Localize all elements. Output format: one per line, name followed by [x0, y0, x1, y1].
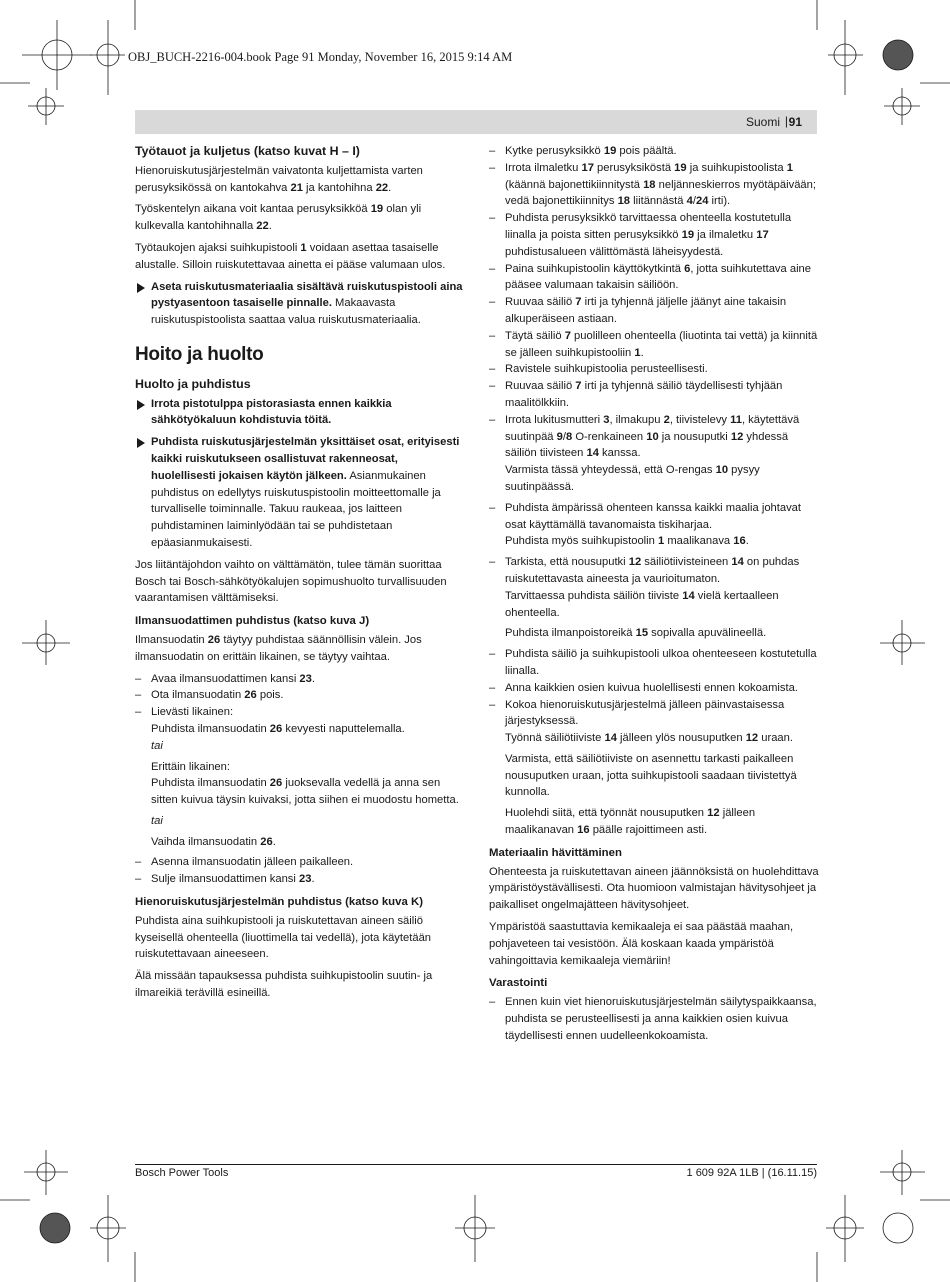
list-item: – Kytke perusyksikkö 19 pois päältä.: [489, 145, 677, 157]
bullet-triangle-icon: [137, 400, 145, 410]
subsection-heading: Ilmansuodattimen puhdistus (katso kuva J): [135, 615, 370, 628]
list-item: – Sulje ilmansuodattimen kansi 23.: [135, 873, 315, 886]
or-text: tai: [151, 739, 163, 752]
list-item: – Anna kaikkien osien kuivua huolellisesti ennen kokoamista.: [489, 681, 798, 694]
section-heading: Työtauot ja kuljetus (katso kuvat H – I): [135, 144, 360, 158]
list-item: – Kokoa hienoruiskutusjärjestelmä jälleen päinvastaisessa järjestyksessä.: [489, 698, 785, 728]
bullet-triangle-icon: [137, 438, 145, 448]
list-item: – Asenna ilmansuodatin jälleen paikalleen.: [135, 856, 354, 869]
warning-text: Aseta ruiskutusmateriaalia sisältävä ruiskutuspistooli aina pystyasentoon tasaiselle pinnalle. Makaavasta ruiskutuspistoolista saattaa valua ruiskutusmateriaalia.: [151, 280, 463, 327]
list-item: – Puhdista ämpärissä ohenteen kanssa kaikki maalia johtavat osat käyttämällä tavanomaista tiskiharjaa.: [489, 501, 802, 531]
list-subtext: Puhdista ilmansuodatin 26 juoksevalla vedellä ja anna sen sitten kuivua täysin kuivaksi, jotta siihen ei muodostu hometta.: [151, 777, 459, 807]
section-heading: Huolto ja puhdistus: [135, 376, 251, 391]
page-header: [135, 110, 817, 134]
header-language: Suomi: [745, 115, 780, 129]
footer-rule: [135, 1164, 817, 1165]
right-column: [489, 143, 819, 1045]
list-item: – Ruuvaa säiliö 7 irti ja tyhjennä säiliö täydellisesti tyhjään maalitölkkiin.: [489, 380, 783, 409]
paragraph: Jos liitäntäjohdon vaihto on välttämätön, tulee tämän suorittaa Bosch tai Bosch-sähkötyökalujen sopimushuolto turvallisuuden vaarantamisen välttämiseksi.: [135, 558, 447, 605]
left-column: [135, 143, 465, 1007]
paragraph: Hienoruiskutusjärjestelmän vaivatonta kuljettamista varten perusyksikössä on kantokahva 21 ja kantohihna 22.: [135, 164, 423, 194]
list-item: – Ota ilmansuodatin 26 pois.: [135, 689, 284, 702]
or-text: tai: [151, 814, 163, 827]
paragraph: Työskentelyn aikana voit kantaa perusyksikköä 19 olan yli kulkevalla kantohihnalla 22.: [135, 203, 422, 233]
bullet-triangle-icon: [137, 283, 145, 293]
registration-mark-icon: [883, 40, 913, 70]
list-subtext: Puhdista ilmanpoistoreikä 15 sopivalla apuvälineellä.: [505, 627, 767, 640]
list-subtext: Vaihda ilmansuodatin 26.: [151, 835, 276, 848]
subsection-heading: Varastointi: [489, 977, 548, 990]
list-item: – Tarkista, että nousuputki 12 säiliötiivisteineen 14 on puhdas ruiskutettavasta aineesta ja vaurioitumaton.: [489, 556, 800, 585]
list-item: – Täytä säiliö 7 puolilleen ohenteella (liuotinta tai vettä) ja kiinnitä se jälleen suihkupistooliin 1.: [489, 329, 818, 359]
warning-item: [135, 396, 465, 430]
registration-mark-icon: [40, 1213, 70, 1243]
list-subtext: Työnnä säiliötiiviste 14 jälleen ylös nousuputken 12 uraan.: [505, 732, 793, 745]
list-subtext: Tarvittaessa puhdista säiliön tiiviste 14 vielä kertaalleen ohenteella.: [505, 589, 779, 619]
list-item: – Irrota ilmaletku 17 perusyksiköstä 19 ja suihkupistoolista 1 (käännä bajonettikiinnitystä 18 neljänneskierros myötäpäivään; vedä bajonettikiinnitys 18 liitännästä 4/24 irti).: [489, 161, 816, 208]
list-item: – Avaa ilmansuodattimen kansi 23.: [135, 672, 315, 685]
list-item: – Puhdista säiliö ja suihkupistooli ulkoa ohenteeseen kostutetulla liinalla.: [489, 648, 817, 677]
list-item: – Irrota lukitusmutteri 3, ilmakupu 2, tiivistelevy 11, käytettävä suutinpää 9/8 O-renkaineen 10 ja nousuputki 12 yhdessä säiliön tiivisteen 14 kanssa.: [489, 413, 800, 460]
list-item: – Ruuvaa säiliö 7 irti ja tyhjennä jäljelle jäänyt aine takaisin alkuperäiseen astiaan.: [489, 296, 787, 325]
warning-item: [135, 279, 465, 329]
list-subtext: Varmista, että säiliötiiviste on asennettu tarkasti paikalleen nousuputken uraan, jotta suihkupistooli saadaan tiivistettyä kunnolla.: [505, 752, 797, 799]
paragraph: Työtaukojen ajaksi suihkupistooli 1 voidaan asettaa tasaiselle alustalle. Silloin ruiskutettavaa ainetta ei pääse valumaan ulos.: [135, 241, 446, 271]
list-item: – Ravistele suihkupistoolia perusteellisesti.: [489, 363, 708, 376]
list-item: – Lievästi likainen:: [135, 706, 234, 719]
list-subtext: Puhdista ilmansuodatin 26 kevyesti naputtelemalla.: [151, 722, 405, 735]
paragraph: Puhdista aina suihkupistooli ja ruiskutettavan aineen säiliö kyseisellä ohenteella (liuottimella tai vedellä), jota käytetään ruiskutettavaan aineeseen.: [135, 914, 432, 961]
registration-mark-icon: [883, 1213, 913, 1243]
chapter-title: Hoito ja huolto: [135, 343, 264, 365]
page-number: 91: [788, 115, 802, 129]
paragraph: Ohenteesta ja ruiskutettavan aineen jäännöksistä on huolehdittava ympäristöystävällisesti. Ota huomioon valmistajan hävitysohjeet ja paikalliset ongelmajätteen hävitysohjeet.: [489, 865, 819, 912]
list-item: – Puhdista perusyksikkö tarvittaessa ohenteella kostutetulla liinalla ja poista sitten perusyksikkö 19 ja ilmaletku 17 puhdistusalueen välittömästä läheisyydestä.: [489, 212, 792, 258]
footer-brand: Bosch Power Tools: [135, 1167, 229, 1179]
footer-doc-id: 1 609 92A 1LB | (16.11.15): [686, 1167, 817, 1179]
warning-item: [135, 434, 465, 552]
paragraph: Älä missään tapauksessa puhdista suihkupistoolin suutin- ja ilmareikiä terävillä esineillä.: [135, 970, 433, 1000]
list-subtext: Puhdista myös suihkupistoolin 1 maalikanava 16.: [505, 535, 749, 548]
subsection-heading: Materiaalin hävittäminen: [489, 846, 622, 859]
subsection-heading: Hienoruiskutusjärjestelmän puhdistus (katso kuva K): [135, 896, 423, 909]
list-item: – Paina suihkupistoolin käyttökytkintä 6, jotta suihkutettava aine pääsee valumaan takaisin säiliöön.: [489, 262, 811, 292]
warning-text: Irrota pistotulppa pistorasiasta ennen kaikkia sähkötyökaluun kohdistuvia töitä.: [151, 397, 392, 427]
list-subtext: Varmista tässä yhteydessä, että O-rengas 10 pysyy suutinpäässä.: [505, 464, 760, 493]
paragraph: Ilmansuodatin 26 täytyy puhdistaa säännöllisin välein. Jos ilmansuodatin on erittäin likainen, se täytyy vaihtaa.: [135, 633, 422, 663]
print-slug: OBJ_BUCH-2216-004.book Page 91 Monday, November 16, 2015 9:14 AM: [128, 50, 513, 64]
list-item: – Ennen kuin viet hienoruiskutusjärjestelmän säilytyspaikkaansa, puhdista se perusteellisesti ja anna kaikkien osien kuivua täydellisesti ennen uudelleenkokoamista.: [489, 996, 817, 1042]
warning-text: Puhdista ruiskutusjärjestelmän yksittäiset osat, erityisesti kaikki ruiskutukseen osallistuvat rakenneosat, huolellisesti jokaisen käytön jälkeen. Asianmukainen puhdistus on edellytys ruiskutuspistoolin moitteettomalle ja turvalliselle toiminnalle. Takuu raukeaa, jos laitteen puhdistaminen laiminlyödään tai se puhdistetaan epäasianmukaisesti.: [151, 436, 460, 549]
paragraph: Ympäristöä saastuttavia kemikaaleja ei saa päästää maahan, pohjaveteen tai vesistöön. Älä koskaan kaada ympäristöä vahingoittavia kemikaaleja viemäriin!: [489, 921, 794, 967]
header-separator: |: [784, 114, 788, 128]
list-subtext: Erittäin likainen:: [151, 760, 230, 773]
list-subtext: Huolehdi siitä, että työnnät nousuputken 12 jälleen maalikanavan 16 päälle rajoittimeen asti.: [505, 807, 756, 837]
